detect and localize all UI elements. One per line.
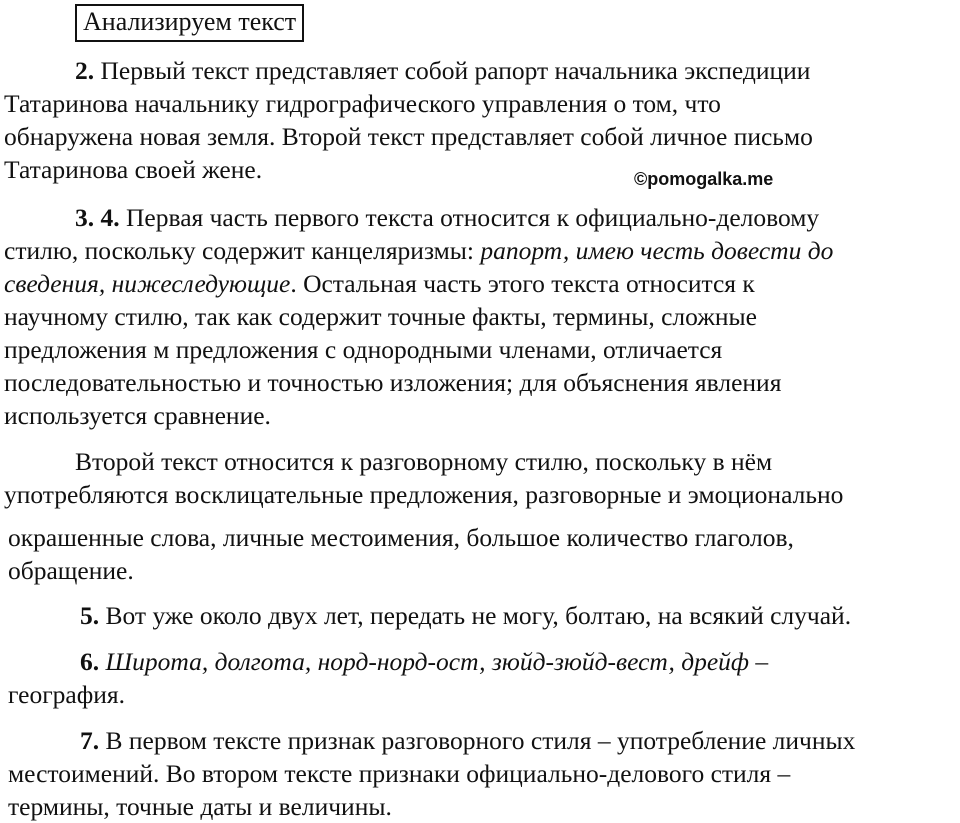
sec7-line-3: термины, точные даты и величины. bbox=[8, 792, 392, 821]
sec7-line-1 bbox=[80, 725, 855, 757]
sec34-example-2: сведения, нижеследующие bbox=[4, 269, 291, 298]
section-title: Анализируем текст bbox=[75, 4, 304, 42]
sec6-number: 6. bbox=[80, 647, 100, 676]
watermark: ©pomogalka.me bbox=[634, 169, 774, 189]
second-line-4: обращение. bbox=[8, 556, 134, 585]
sec34-line-6: последовательностью и точностью изложения; для объяснения явления bbox=[4, 368, 782, 397]
sec34-line-7: используется сравнение. bbox=[4, 401, 271, 430]
sec2-number: 2. bbox=[75, 56, 95, 85]
sec34-line-4: научному стилю, так как содержит точные факты, термины, сложные bbox=[4, 302, 757, 331]
sec2-text-1: Первый текст представляет собой рапорт начальника экспедиции bbox=[94, 56, 811, 85]
sec7-line-2: местоимений. Во втором тексте признаки официально-делового стиля – bbox=[8, 759, 791, 788]
sec6-line-2: география. bbox=[8, 680, 125, 709]
sec6-dash: – bbox=[749, 647, 769, 676]
sec7-text-1: В первом тексте признак разговорного стиля – употребление личных bbox=[99, 726, 856, 755]
second-line-1: Второй текст относится к разговорному стилю, поскольку в нём bbox=[75, 447, 773, 476]
sec2-line-4: Татаринова своей жене. bbox=[4, 155, 263, 184]
second-line-2: употребляются восклицательные предложения, разговорные и эмоционально bbox=[4, 480, 844, 509]
sec7-number: 7. bbox=[80, 726, 100, 755]
sec2-line-3: обнаружена новая земля. Второй текст представляет собой личное письмо bbox=[4, 122, 813, 151]
sec5-number: 5. bbox=[80, 601, 100, 630]
sec5-text-1: Вот уже около двух лет, передать не могу, болтаю, на всякий случай. bbox=[99, 601, 852, 630]
sec5-line-1 bbox=[80, 600, 851, 632]
sec2-line-2: Татаринова начальнику гидрографического управления о том, что bbox=[4, 89, 721, 118]
sec2-line-1 bbox=[75, 55, 810, 87]
sec34-line-1 bbox=[75, 202, 819, 234]
sec6-terms: Широта, долгота, норд-норд-ост, зюйд-зюйд-вест, дрейф bbox=[99, 647, 750, 676]
sec34-text-2a: стилю, поскольку содержит канцеляризмы: bbox=[4, 236, 481, 265]
sec34-line-5: предложения м предложения с однородными членами, отличается bbox=[4, 335, 723, 364]
sec34-number: 3. 4. bbox=[75, 203, 120, 232]
sec34-line-2 bbox=[4, 235, 833, 267]
sec34-text-3b: . Остальная часть этого текста относится к bbox=[290, 269, 755, 298]
sec34-line-3 bbox=[4, 268, 755, 300]
sec6-line-1 bbox=[80, 646, 768, 678]
sec34-example-1: рапорт, имею честь довести до bbox=[480, 236, 834, 265]
second-line-3: окрашенные слова, личные местоимения, большое количество глаголов, bbox=[8, 523, 794, 552]
sec34-text-1: Первая часть первого текста относится к официально-деловому bbox=[119, 203, 820, 232]
